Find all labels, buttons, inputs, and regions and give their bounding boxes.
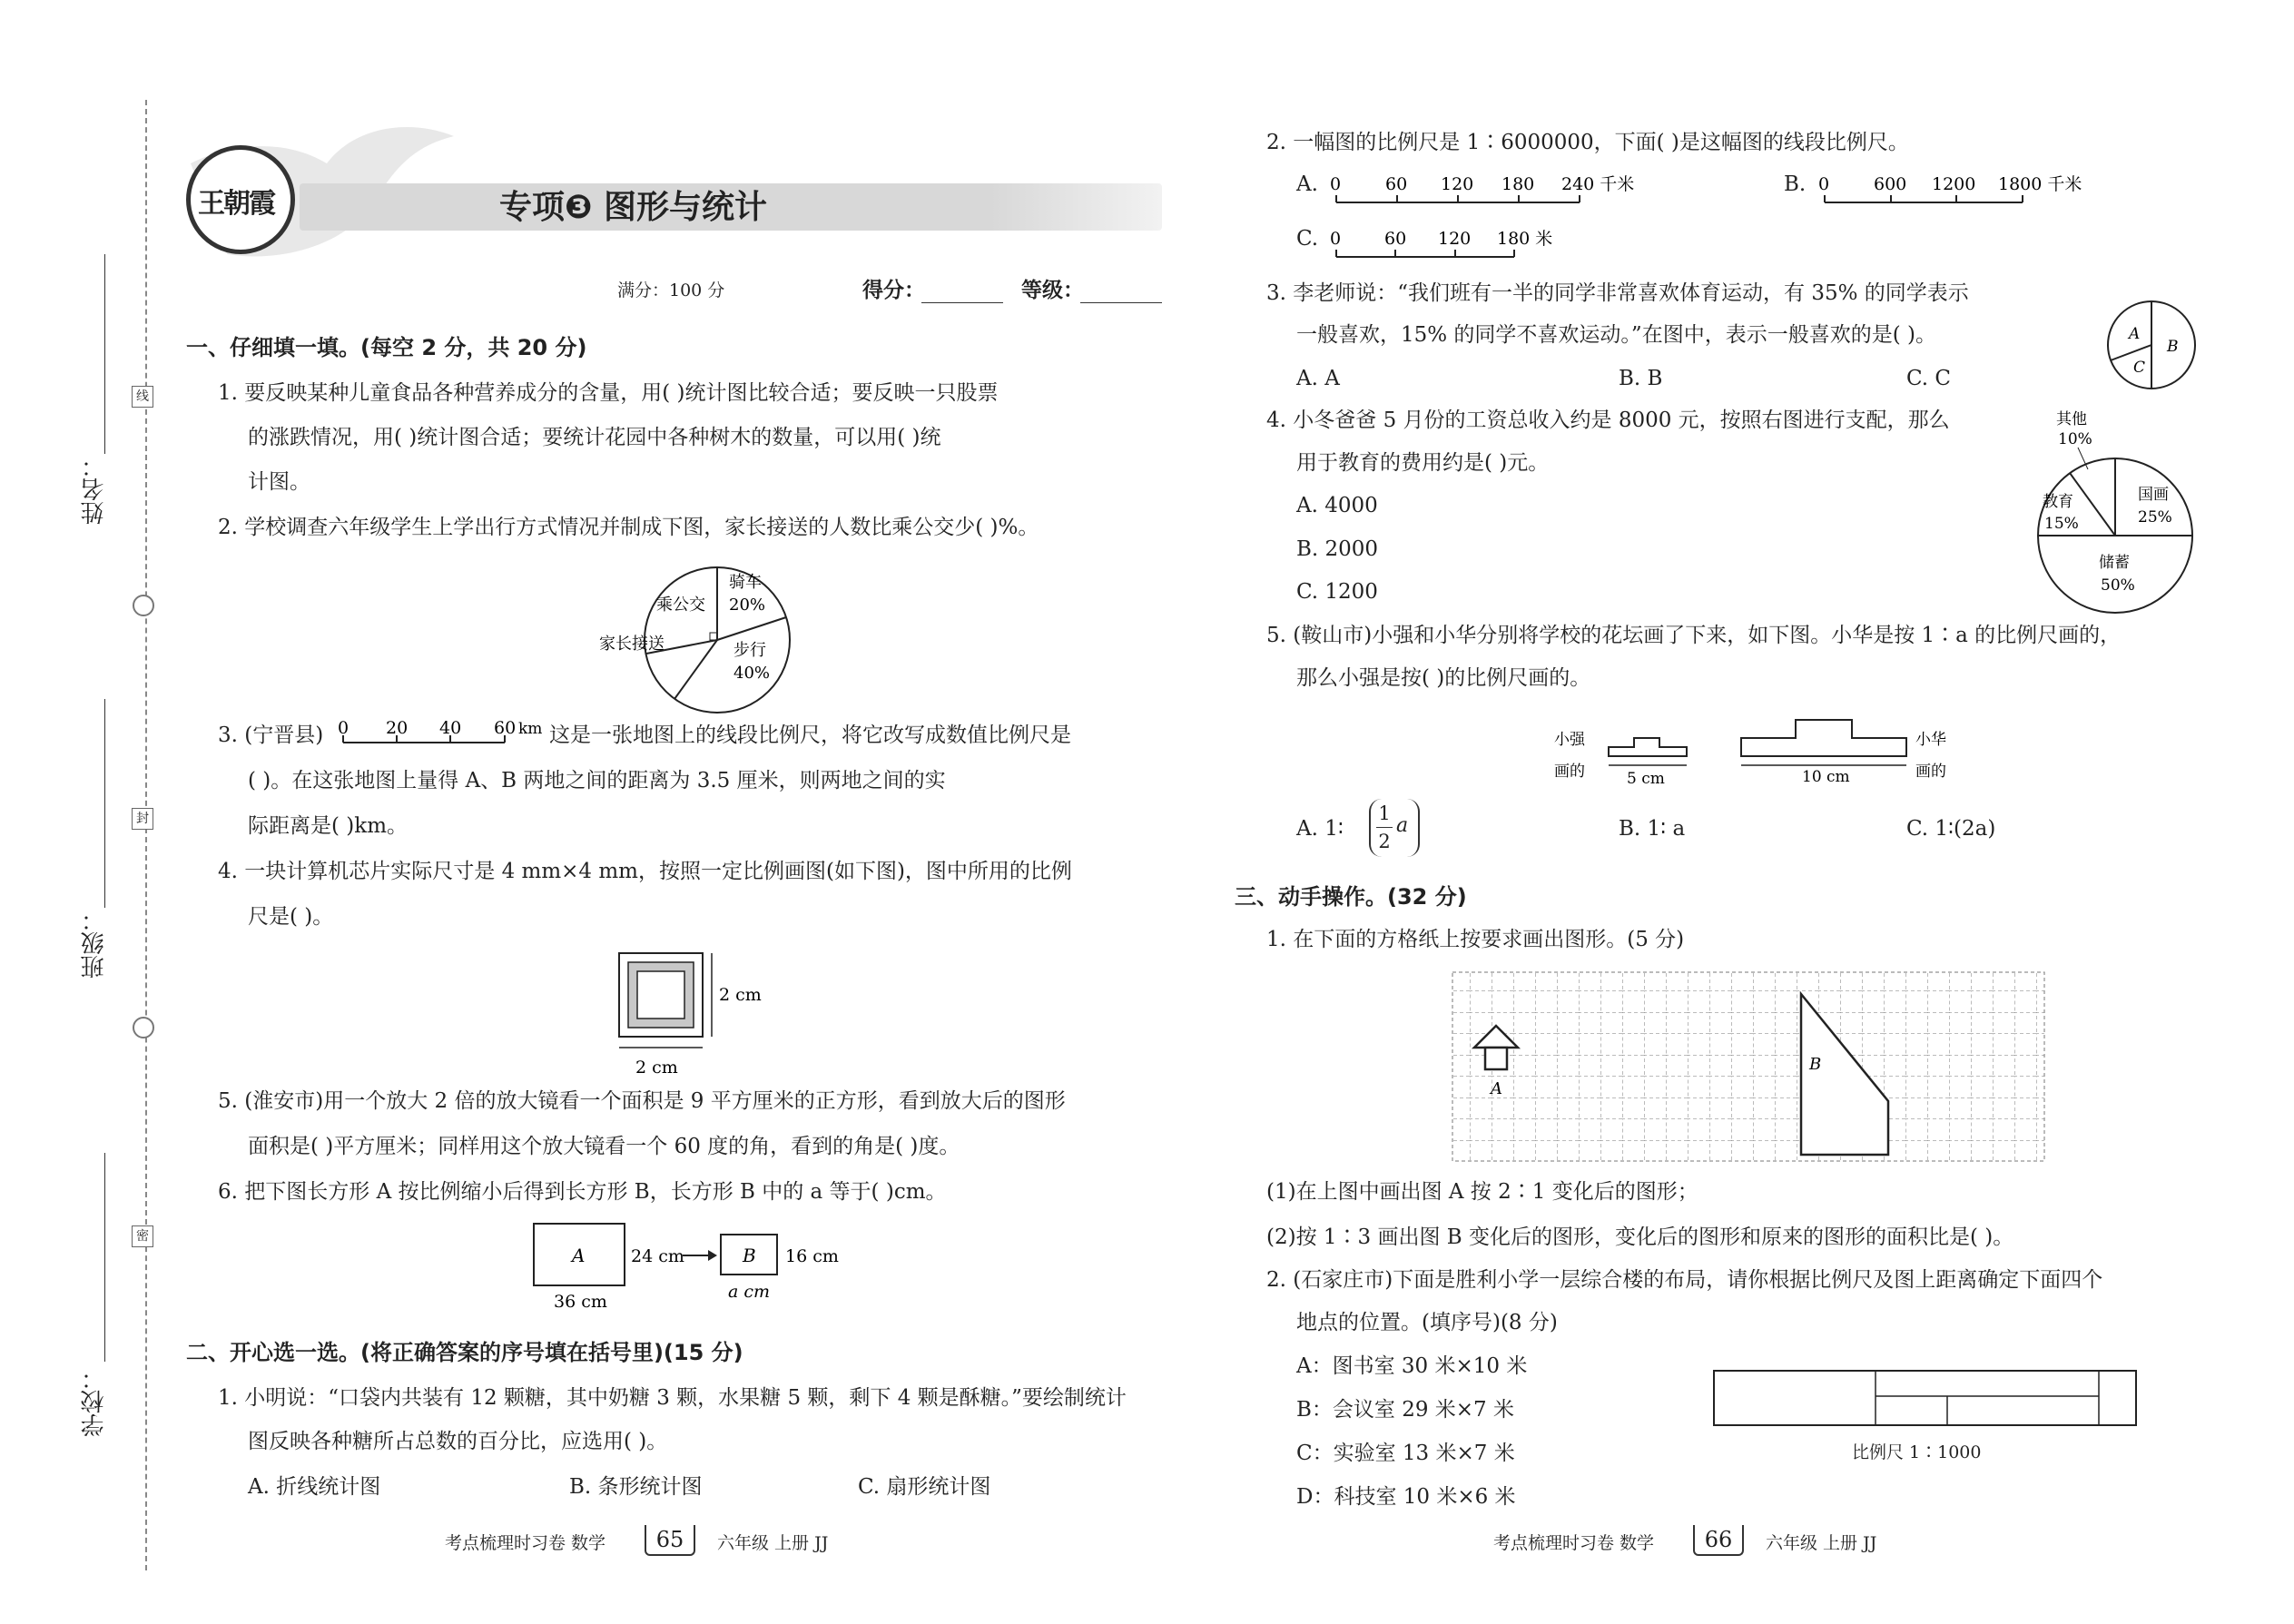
section2-heading: 二、开心选一选。(将正确答案的序号填在括号里)(15 分) bbox=[186, 1340, 743, 1365]
logo-text: 王朝霞 bbox=[198, 188, 274, 220]
footer-left-grade: 六年级 上册 JJ bbox=[717, 1533, 829, 1553]
pie2-label-guo: 国画 bbox=[2138, 486, 2169, 504]
chip-figure bbox=[599, 944, 799, 1089]
q2-line: 2. 学校调查六年级学生上学出行方式情况并制成下图，家长接送的人数比乘公交少( )%。 bbox=[218, 516, 1039, 539]
s3-q1-line: 1. 在下面的方格纸上按要求画出图形。(5 分) bbox=[1266, 928, 1685, 951]
q5-line2: 面积是( )平方厘米；同样用这个放大镜看一个 60 度的角，看到的角是( )度。 bbox=[248, 1135, 960, 1158]
q3-line3: 际距离是( )km。 bbox=[248, 814, 409, 838]
scale-tick: 240 千米 bbox=[1561, 174, 1634, 194]
fraction-var: a bbox=[1396, 814, 1409, 837]
section3-heading: 三、动手操作。(32 分) bbox=[1235, 884, 1467, 910]
floor-plan[interactable] bbox=[1707, 1366, 2142, 1439]
pie1-pct-a: 20% bbox=[729, 595, 766, 615]
rect-b-label: B bbox=[743, 1245, 756, 1266]
q5-line1: 5. (淮安市)用一个放大 2 倍的放大镜看一个面积是 9 平方厘米的正方形，看到放大后的图形 bbox=[218, 1089, 1066, 1113]
s2-q1-option-c[interactable]: C. 扇形统计图 bbox=[858, 1475, 991, 1499]
name-blank[interactable] bbox=[104, 254, 105, 454]
scale-tick: 1200 bbox=[1932, 174, 1976, 194]
s2-q4-line1: 4. 小冬爸爸 5 月份的工资总收入约是 8000 元，按照右图进行支配，那么 bbox=[1266, 408, 1950, 432]
scale-tick: 1800 千米 bbox=[1998, 174, 2082, 194]
fraction-bar bbox=[1376, 827, 1393, 828]
s2-q1-option-a[interactable]: A. 折线统计图 bbox=[248, 1475, 381, 1499]
binding-ring bbox=[133, 595, 154, 616]
q3-tag: 3. (宁晋县) bbox=[218, 723, 324, 747]
q1-line1: 1. 要反映某种儿童食品各种营养成分的含量，用( )统计图比较合适；要反映一只股票 bbox=[218, 381, 999, 405]
pie1-label-a: 骑车 bbox=[729, 573, 762, 592]
chip-width: 2 cm bbox=[635, 1058, 678, 1078]
s2-q3-line1: 3. 李老师说：“我们班有一半的同学非常喜欢体育运动，有 35% 的同学表示 bbox=[1266, 281, 1969, 305]
scale-tick: 180 bbox=[1501, 174, 1535, 194]
pie2-label-edu: 教育 bbox=[2043, 493, 2073, 511]
pie2-pct-guo: 25% bbox=[2138, 508, 2172, 527]
s3-q1-part-b: (2)按 1∶3 画出图 B 变化后的图形，变化后的图形和原来的图形的面积比是( )。 bbox=[1266, 1225, 2014, 1249]
binding-mark-3: 密 bbox=[132, 1225, 153, 1247]
rect-figure bbox=[527, 1216, 853, 1316]
scale-tick: 0 bbox=[1330, 174, 1342, 194]
s3-q2-line1: 2. (石家庄市)下面是胜利小学一层综合楼的布局，请你根据比例尺及图上距离确定下面四个 bbox=[1266, 1268, 2103, 1292]
score-blank[interactable] bbox=[921, 302, 1003, 303]
rect-b-width: a cm bbox=[728, 1282, 771, 1302]
pie-chart-transport bbox=[599, 554, 808, 726]
pie1-label-d: 步行 bbox=[733, 641, 766, 660]
q3-scale-bar bbox=[334, 717, 561, 753]
scale-tick: 0 bbox=[338, 718, 350, 738]
binding-line bbox=[145, 100, 147, 1570]
flowerbed-left-label2: 画的 bbox=[1554, 763, 1585, 781]
school-label: 学校： bbox=[81, 1366, 108, 1437]
s2-q5-option-a-prefix[interactable]: A. 1∶ bbox=[1296, 817, 1344, 841]
room-b: B：会议室 29 米×7 米 bbox=[1296, 1398, 1515, 1422]
q2-option-b-letter[interactable]: B. bbox=[1784, 172, 1807, 196]
s2-q1-line2: 图反映各种糖所占总数的百分比，应选用( )。 bbox=[248, 1430, 668, 1453]
section1-heading: 一、仔细填一填。(每空 2 分，共 20 分) bbox=[186, 335, 587, 360]
q4-line2: 尺是( )。 bbox=[248, 905, 334, 929]
s2-q5-line2: 那么小强是按( )的比例尺画的。 bbox=[1296, 666, 1591, 690]
flowerbed-right-width: 10 cm bbox=[1802, 768, 1850, 786]
full-score: 满分：100 分 bbox=[617, 281, 725, 300]
grid-shape-b-label: B bbox=[1809, 1055, 1822, 1074]
rect-a-height: 24 cm bbox=[631, 1246, 684, 1266]
room-a: A：图书室 30 米×10 米 bbox=[1296, 1354, 1528, 1378]
scale-tick: 120 bbox=[1438, 229, 1472, 249]
s2-q5-line1: 5. (鞍山市)小强和小华分别将学校的花坛画了下来，如下图。小华是按 1∶a 的比例尺画的， bbox=[1266, 624, 2122, 647]
q4-line1: 4. 一块计算机芯片实际尺寸是 4 mm×4 mm，按照一定比例画图(如下图)，图中所用的比例 bbox=[218, 860, 1072, 883]
s2-q4-option-c[interactable]: C. 1200 bbox=[1296, 580, 1378, 604]
q2-option-a-letter[interactable]: A. bbox=[1296, 172, 1318, 196]
scale-unit: km bbox=[518, 720, 543, 738]
pie2-pct-other: 10% bbox=[2058, 430, 2092, 448]
flowerbed-left-label1: 小强 bbox=[1554, 731, 1585, 749]
q2-option-a-scale[interactable] bbox=[1325, 168, 1634, 213]
binding-ring bbox=[133, 1017, 154, 1038]
s2-q1-line1: 1. 小明说：“口袋内共装有 12 颗糖，其中奶糖 3 颗，水果糖 5 颗，剩下 4 颗是酥糖。”要绘制统计 bbox=[218, 1386, 1127, 1410]
scale-tick: 0 bbox=[1818, 174, 1830, 194]
s2-q1-option-b[interactable]: B. 条形统计图 bbox=[569, 1475, 703, 1499]
pie-chart-salary bbox=[2011, 404, 2201, 622]
q3-line2: ( )。在这张地图上量得 A、B 两地之间的距离为 3.5 厘米，则两地之间的实 bbox=[248, 769, 946, 792]
flowerbed-figure bbox=[1543, 704, 1979, 794]
floor-plan-scale: 比例尺 1∶1000 bbox=[1852, 1442, 1982, 1462]
q2-option-b-scale[interactable] bbox=[1814, 168, 2086, 213]
q3-line1: 这是一张地图上的线段比例尺，将它改写成数值比例尺是 bbox=[549, 723, 1071, 747]
fraction-numerator: 1 bbox=[1378, 802, 1391, 824]
grade-blank[interactable] bbox=[1080, 302, 1162, 303]
pie-abc-label-c: C bbox=[2133, 359, 2146, 377]
s2-q4-option-a[interactable]: A. 4000 bbox=[1296, 494, 1378, 517]
grid-shape-a-label: A bbox=[1491, 1079, 1502, 1098]
scale-tick: 0 bbox=[1330, 229, 1342, 249]
pie2-label-save: 储蓄 bbox=[2099, 554, 2130, 572]
page-title: 专项❸ 图形与统计 bbox=[499, 189, 768, 226]
binding-mark-2: 封 bbox=[132, 808, 153, 830]
s2-q4-option-b[interactable]: B. 2000 bbox=[1296, 537, 1379, 561]
class-label: 班级： bbox=[81, 908, 108, 979]
rect-a-label: A bbox=[572, 1245, 586, 1266]
s2-q5-option-c[interactable]: C. 1∶(2a) bbox=[1906, 817, 1996, 841]
pie-chart-abc bbox=[2092, 295, 2210, 395]
footer-left-page: 65 bbox=[645, 1525, 695, 1556]
logo bbox=[186, 145, 295, 254]
flowerbed-right-label1: 小华 bbox=[1915, 731, 1946, 749]
room-d: D：科技室 10 米×6 米 bbox=[1296, 1485, 1516, 1509]
q2-option-c-scale[interactable] bbox=[1325, 222, 1580, 268]
flowerbed-left-width: 5 cm bbox=[1627, 770, 1665, 788]
grade-label: 等级： bbox=[1021, 279, 1084, 302]
pie-abc-label-a: A bbox=[2129, 325, 2141, 343]
s2-q3-option-b[interactable]: B. B bbox=[1619, 367, 1663, 390]
room-c: C：实验室 13 米×7 米 bbox=[1296, 1442, 1515, 1465]
s2-q3-line2: 一般喜欢，15% 的同学不喜欢运动。”在图中，表示一般喜欢的是( )。 bbox=[1296, 323, 1936, 347]
s2-q3-option-a[interactable]: A. A bbox=[1296, 367, 1340, 390]
grid-paper[interactable] bbox=[1448, 969, 2056, 1165]
footer-right-series: 考点梳理时习卷 数学 bbox=[1493, 1533, 1655, 1553]
fraction-denominator: 2 bbox=[1378, 831, 1391, 852]
scale-tick: 20 bbox=[386, 718, 409, 738]
footer-right-grade: 六年级 上册 JJ bbox=[1766, 1533, 1877, 1553]
s3-q1-part-a: (1)在上图中画出图 A 按 2∶1 变化后的图形； bbox=[1266, 1180, 1698, 1204]
scale-tick: 120 bbox=[1441, 174, 1474, 194]
scale-tick: 60 bbox=[494, 718, 517, 738]
scale-tick: 180 米 bbox=[1497, 229, 1553, 249]
q1-line2: 的涨跌情况，用( )统计图合适；要统计花园中各种树木的数量，可以用( )统 bbox=[248, 426, 941, 449]
footer-left-series: 考点梳理时习卷 数学 bbox=[445, 1533, 606, 1553]
q2-option-c-letter[interactable]: C. bbox=[1296, 227, 1319, 251]
footer-right-page: 66 bbox=[1693, 1525, 1744, 1556]
flowerbed-right-label2: 画的 bbox=[1915, 763, 1946, 781]
pie1-label-c: 家长接送 bbox=[599, 635, 665, 654]
s2-q2-line: 2. 一幅图的比例尺是 1∶6000000，下面( )是这幅图的线段比例尺。 bbox=[1266, 131, 1909, 154]
q1-line3: 计图。 bbox=[248, 470, 310, 494]
pie2-label-other: 其他 bbox=[2056, 410, 2087, 428]
s2-q3-option-c[interactable]: C. C bbox=[1906, 367, 1951, 390]
score-label: 得分： bbox=[862, 279, 925, 302]
name-label: 姓名： bbox=[81, 454, 108, 525]
school-blank[interactable] bbox=[104, 1153, 105, 1362]
pie-abc-label-b: B bbox=[2167, 338, 2179, 356]
rect-a-width: 36 cm bbox=[554, 1292, 607, 1312]
chip-height: 2 cm bbox=[719, 985, 762, 1005]
pie1-label-b: 乘公交 bbox=[656, 595, 705, 615]
scale-tick: 40 bbox=[439, 718, 462, 738]
pie2-pct-edu: 15% bbox=[2044, 515, 2079, 533]
pie2-pct-save: 50% bbox=[2101, 576, 2135, 595]
scale-tick: 60 bbox=[1385, 174, 1408, 194]
rect-b-height: 16 cm bbox=[785, 1246, 839, 1266]
q6-line: 6. 把下图长方形 A 按比例缩小后得到长方形 B，长方形 B 中的 a 等于( )cm。 bbox=[218, 1180, 947, 1204]
s2-q5-option-b[interactable]: B. 1∶ a bbox=[1619, 817, 1686, 841]
scale-tick: 60 bbox=[1384, 229, 1407, 249]
class-blank[interactable] bbox=[104, 699, 105, 908]
s2-q4-line2: 用于教育的费用约是( )元。 bbox=[1296, 451, 1550, 475]
s3-q2-line2: 地点的位置。(填序号)(8 分) bbox=[1296, 1311, 1558, 1334]
pie1-pct-d: 40% bbox=[733, 664, 771, 683]
binding-mark-1: 线 bbox=[132, 386, 153, 408]
scale-tick: 600 bbox=[1874, 174, 1907, 194]
